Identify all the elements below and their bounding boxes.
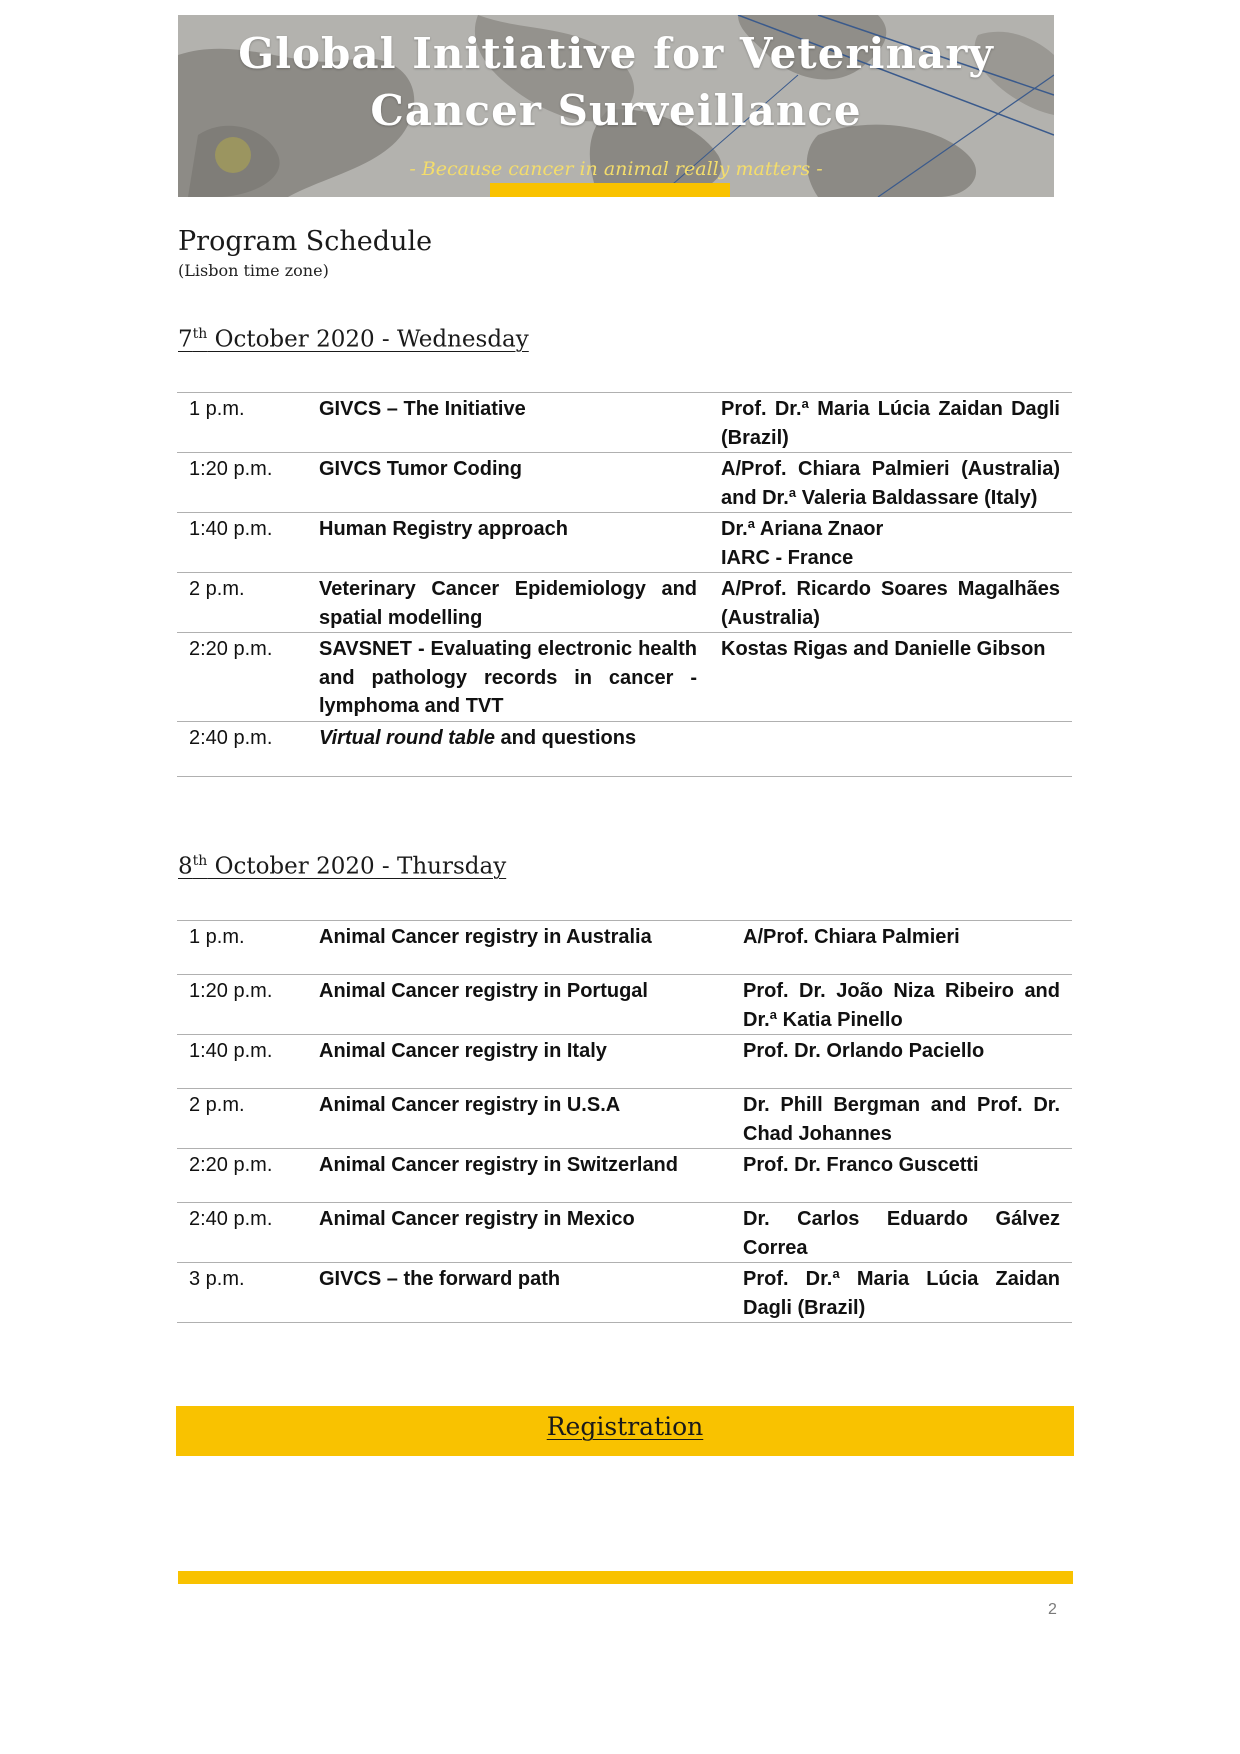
session-speaker: Kostas Rigas and Danielle Gibson <box>709 633 1072 722</box>
session-speaker: Dr. Phill Bergman and Prof. Dr. Chad Johannes <box>731 1089 1072 1149</box>
day-1-ordinal-suffix: th <box>192 326 208 342</box>
session-topic: Veterinary Cancer Epidemiology and spatial modelling <box>307 573 709 633</box>
session-topic: Animal Cancer registry in Australia <box>307 921 731 975</box>
session-topic: Human Registry approach <box>307 513 709 573</box>
session-topic: SAVSNET - Evaluating electronic health and pathology records in cancer - lymphoma and TVT <box>307 633 709 722</box>
session-time: 1:40 p.m. <box>177 513 307 573</box>
timezone-note: (Lisbon time zone) <box>178 261 329 280</box>
footer-accent-bar <box>178 1571 1073 1584</box>
session-topic: GIVCS – The Initiative <box>307 393 709 453</box>
session-time: 2:20 p.m. <box>177 633 307 722</box>
session-time: 2 p.m. <box>177 1089 307 1149</box>
session-topic-italic: Virtual round table <box>319 726 495 749</box>
day-1-title <box>178 326 529 353</box>
table-row <box>177 1089 1072 1149</box>
session-time: 1:20 p.m. <box>177 453 307 513</box>
session-speaker: Prof. Dr. João Niza Ribeiro and Dr.ª Katia Pinello <box>731 975 1072 1035</box>
session-speaker: Prof. Dr.ª Maria Lúcia Zaidan Dagli (Brazil) <box>709 393 1072 453</box>
registration-link[interactable]: Registration <box>546 1412 704 1441</box>
session-speaker: Dr. Carlos Eduardo Gálvez Correa <box>731 1203 1072 1263</box>
session-topic <box>307 721 709 776</box>
session-topic: Animal Cancer registry in Italy <box>307 1035 731 1089</box>
table-row <box>177 721 1072 776</box>
session-time: 2:40 p.m. <box>177 721 307 776</box>
day-2-ordinal-suffix: th <box>192 853 208 869</box>
session-speaker <box>709 721 1072 776</box>
session-speaker: A/Prof. Chiara Palmieri <box>731 921 1072 975</box>
table-row <box>177 1149 1072 1203</box>
session-time: 2:20 p.m. <box>177 1149 307 1203</box>
table-row <box>177 573 1072 633</box>
registration-bar[interactable] <box>176 1406 1074 1456</box>
session-speaker: Prof. Dr.ª Maria Lúcia Zaidan Dagli (Brazil) <box>731 1263 1072 1323</box>
header-banner <box>178 15 1054 197</box>
table-row <box>177 975 1072 1035</box>
session-speaker <box>709 513 1072 573</box>
session-speaker: Prof. Dr. Franco Guscetti <box>731 1149 1072 1203</box>
session-speaker: Prof. Dr. Orlando Paciello <box>731 1035 1072 1089</box>
session-time: 1:40 p.m. <box>177 1035 307 1089</box>
banner-accent-bar <box>490 183 730 197</box>
speaker-line: Dr.ª Ariana Znaor <box>721 518 884 540</box>
day-1-title-text: October 2020 - Wednesday <box>207 326 529 353</box>
day-2-title-text: October 2020 - Thursday <box>207 853 507 880</box>
table-row <box>177 1203 1072 1263</box>
table-row <box>177 633 1072 722</box>
session-topic: Animal Cancer registry in Portugal <box>307 975 731 1035</box>
day-1-schedule-table <box>177 392 1072 777</box>
day-1-ordinal-number: 7 <box>178 326 193 353</box>
session-time: 1:20 p.m. <box>177 975 307 1035</box>
session-time: 2 p.m. <box>177 573 307 633</box>
session-speaker: A/Prof. Chiara Palmieri (Australia) and Dr.ª Valeria Baldassare (Italy) <box>709 453 1072 513</box>
session-speaker: A/Prof. Ricardo Soares Magalhães (Australia) <box>709 573 1072 633</box>
page-number: 2 <box>1048 1601 1057 1618</box>
session-topic-rest: and questions <box>494 726 637 749</box>
banner-tagline: - Because cancer in animal really matters - <box>409 158 823 180</box>
page-title: Program Schedule <box>178 226 433 257</box>
day-2-title <box>178 853 506 880</box>
table-row <box>177 1263 1072 1323</box>
session-time: 1 p.m. <box>177 921 307 975</box>
speaker-line: IARC - France <box>721 546 854 569</box>
session-time: 3 p.m. <box>177 1263 307 1323</box>
table-row <box>177 513 1072 573</box>
banner-title: Global Initiative for Veterinary Cancer Surveillance <box>238 29 994 135</box>
day-2-ordinal-number: 8 <box>178 853 193 880</box>
session-topic: GIVCS – the forward path <box>307 1263 731 1323</box>
session-topic: Animal Cancer registry in Mexico <box>307 1203 731 1263</box>
session-topic: Animal Cancer registry in Switzerland <box>307 1149 731 1203</box>
session-topic: GIVCS Tumor Coding <box>307 453 709 513</box>
session-time: 2:40 p.m. <box>177 1203 307 1263</box>
table-row <box>177 393 1072 453</box>
session-topic: Animal Cancer registry in U.S.A <box>307 1089 731 1149</box>
session-time: 1 p.m. <box>177 393 307 453</box>
table-row <box>177 921 1072 975</box>
table-row <box>177 1035 1072 1089</box>
day-2-schedule-table <box>177 920 1072 1323</box>
table-row <box>177 453 1072 513</box>
